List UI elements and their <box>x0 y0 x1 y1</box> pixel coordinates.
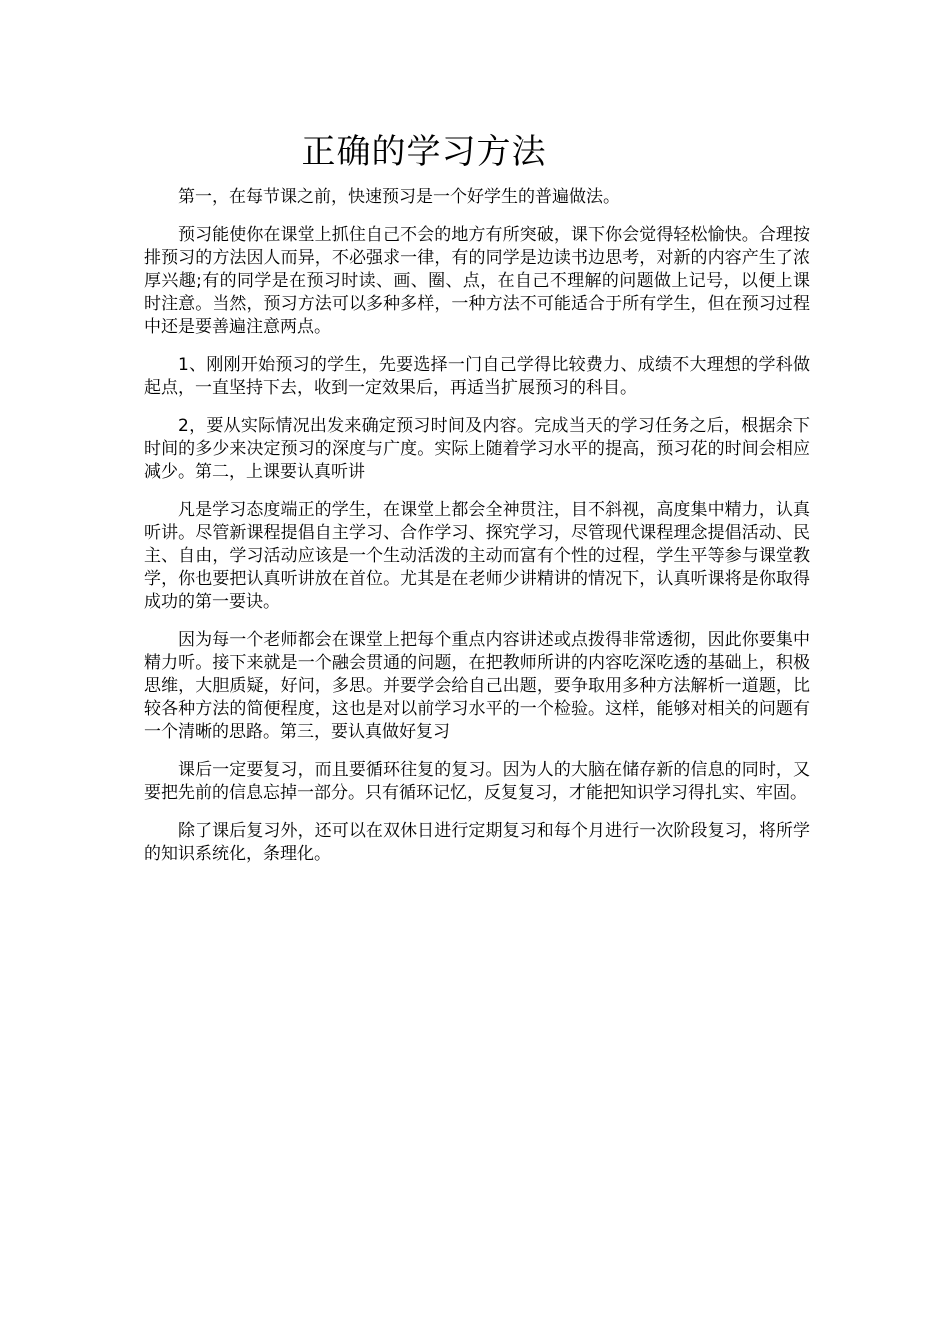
paragraph-review-cycle: 课后一定要复习，而且要循环往复的复习。因为人的大脑在储存新的信息的同时，又要把先前的信息忘掉一部分。只有循环记忆，反复复习，才能把知识学习得扎实、牢固。 <box>144 760 810 803</box>
paragraph-preview-intro: 第一，在每节课之前，快速预习是一个好学生的普遍做法。 <box>178 187 620 207</box>
document-body <box>144 186 810 881</box>
page-title: 正确的学习方法 <box>301 132 547 172</box>
paragraph-preview-benefits: 预习能使你在课堂上抓住自己不会的地方有所突破，课下你会觉得轻松愉快。合理按排预习的方法因人而异，不必强求一律，有的同学是边读书边思考，对新的内容产生了浓厚兴趣;有的同学是在预习时读、画、圈、点，在自己不理解的问题做上记号，以便上课时注意。当然，预习方法可以多种多样，一种方法不可能适合于所有学生，但在预习过程中还是要善遍注意两点。 <box>144 225 810 337</box>
paragraph-review-periodic: 除了课后复习外，还可以在双休日进行定期复习和每个月进行一次阶段复习，将所学的知识系统化，条理化。 <box>144 821 810 864</box>
paragraph-preview-point-2: 2，要从实际情况出发来确定预习时间及内容。完成当天的学习任务之后，根据余下时间的多少来决定预习的深度与广度。实际上随着学习水平的提高，预习花的时间会相应减少。第二，上课要认真听讲 <box>144 416 810 482</box>
paragraph-preview-point-1: 1、刚刚开始预习的学生，先要选择一门自己学得比较费力、成绩不大理想的学科做起点，一直坚持下去，收到一定效果后，再适当扩展预习的科目。 <box>144 355 810 398</box>
paragraph-listening-focus: 因为每一个老师都会在课堂上把每个重点内容讲述或点拨得非常透彻，因此你要集中精力听。接下来就是一个融会贯通的问题，在把教师所讲的内容吃深吃透的基础上，积极思维，大胆质疑，好问，多思。并要学会给自己出题，要争取用多种方法解析一道题，比较各种方法的简便程度，这也是对以前学习水平的一个检验。这样，能够对相关的问题有一个清晰的思路。第三，要认真做好复习 <box>144 630 810 742</box>
paragraph-listening-attitude: 凡是学习态度端正的学生，在课堂上都会全神贯注，目不斜视，高度集中精力，认真听讲。尽管新课程提倡自主学习、合作学习、探究学习，尽管现代课程理念提倡活动、民主、自由，学习活动应该是一个生动活泼的主动而富有个性的过程，学生平等参与课堂教学，你也要把认真听讲放在首位。尤其是在老师少讲精讲的情况下，认真听课将是你取得成功的第一要诀。 <box>144 500 810 612</box>
